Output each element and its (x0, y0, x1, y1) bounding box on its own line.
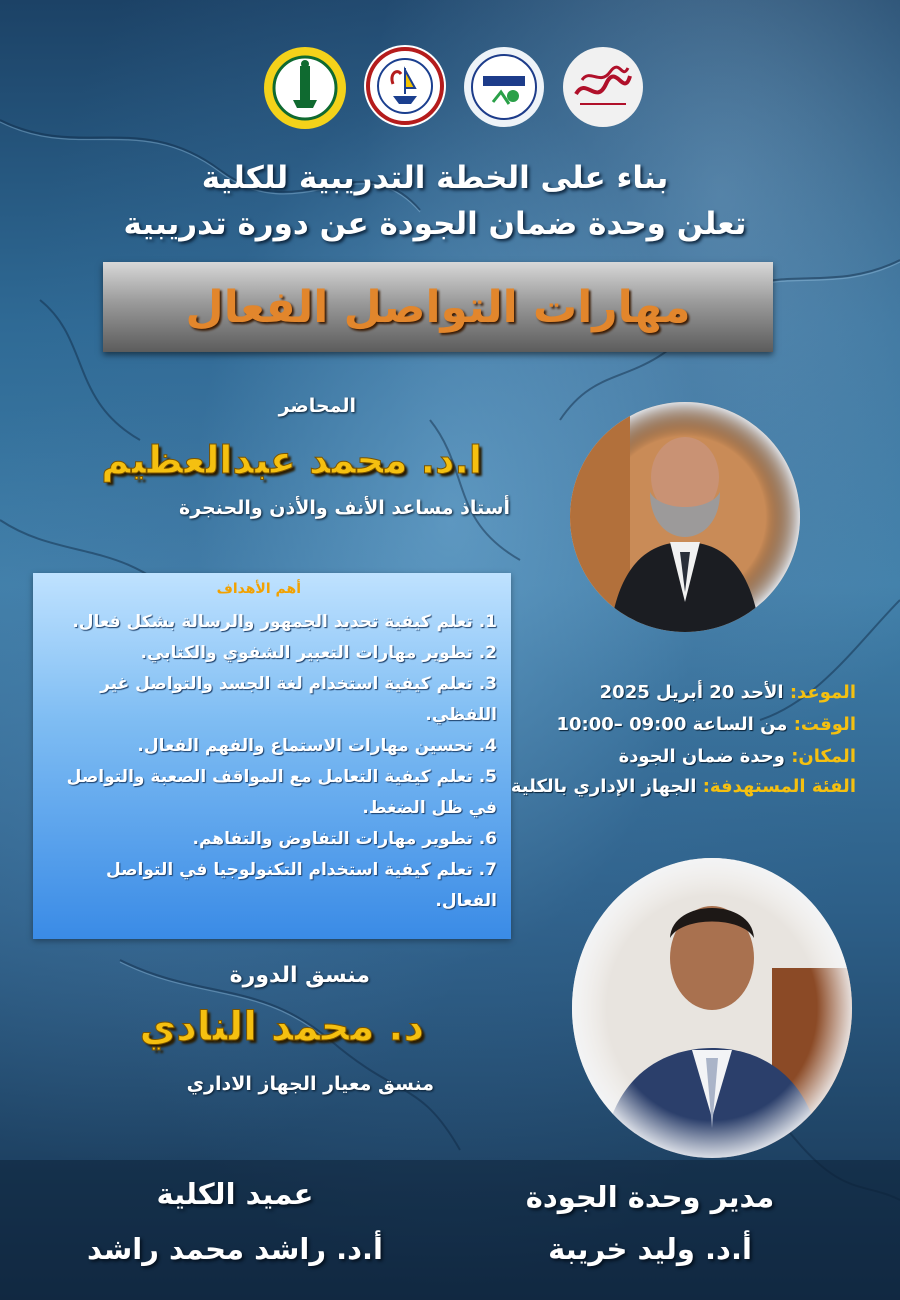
event-date (600, 682, 856, 703)
header-line-1: بناء على الخطة التدريبية للكلية (201, 160, 669, 196)
date-key: الموعد: (789, 682, 856, 703)
header-line-2: تعلن وحدة ضمان الجودة عن دورة تدريبية (123, 206, 747, 242)
audience-key: الفئة المستهدفة: (702, 776, 856, 797)
list-item: 4. تحسين مهارات الاستماع والفهم الفعال. (137, 736, 497, 756)
lecturer-name: ا.د. محمد عبدالعظيم (101, 438, 482, 482)
objectives-title: أهم الأهداف (216, 581, 301, 597)
place-value: وحدة ضمان الجودة (618, 746, 785, 767)
coordinator-label: منسق الدورة (229, 963, 370, 988)
list-item: 1. تعلم كيفية تحديد الجمهور والرسالة بشكل فعال. (72, 612, 497, 632)
course-title: مهارات التواصل الفعال (185, 281, 691, 333)
time-value: من الساعة 09:00 –10:00 (556, 714, 788, 735)
quality-icon (463, 46, 545, 128)
list-item: 5. تعلم كيفية التعامل مع المواقف الصعبة والتواصل في ظل الضغط. (66, 767, 497, 818)
basmala-calligraphy-logo (562, 46, 644, 128)
list-item: 3. تعلم كيفية استخدام لغة الجسد والتواصل غير اللفظي. (100, 674, 497, 725)
event-place (619, 746, 856, 767)
list-item: 6. تطوير مهارات التفاوض والتفاهم. (192, 829, 497, 849)
dean-title: عميد الكلية (156, 1177, 314, 1211)
quality-director-name: أ.د. وليد خريبة (548, 1232, 752, 1266)
lecturer-photo (570, 402, 800, 632)
objectives-box (33, 573, 511, 939)
dean-name: أ.د. راشد محمد راشد (86, 1232, 383, 1266)
event-time (556, 714, 856, 735)
coordinator-photo (572, 858, 852, 1158)
event-audience (511, 776, 856, 797)
place-key: المكان: (791, 746, 856, 767)
lecturer-position: أستاذ مساعد الأنف والأذن والحنجرة (179, 497, 510, 519)
medicine-icon (363, 44, 447, 128)
al-azhar-university-logo (263, 46, 347, 130)
coordinator-position: منسق معيار الجهاز الاداري (186, 1073, 434, 1095)
objectives-list (45, 607, 497, 917)
faculty-of-medicine-damietta-logo (363, 44, 447, 128)
list-item: 2. تطوير مهارات التعبير الشفوي والكتابي. (140, 643, 497, 663)
date-value: الأحد 20 أبريل 2025 (599, 682, 784, 703)
al-azhar-icon (263, 46, 347, 130)
quality-assurance-unit-logo (463, 46, 545, 128)
audience-value: الجهاز الإداري بالكلية (510, 776, 697, 797)
list-item: 7. تعلم كيفية استخدام التكنولوجيا في التواصل الفعال. (105, 860, 497, 911)
lecturer-label: المحاضر (278, 395, 356, 417)
quality-director-title: مدير وحدة الجودة (525, 1180, 775, 1214)
course-title-banner (103, 262, 773, 352)
coordinator-name: د. محمد النادي (139, 1004, 424, 1050)
basmala-icon (562, 46, 644, 128)
time-key: الوقت: (793, 714, 856, 735)
